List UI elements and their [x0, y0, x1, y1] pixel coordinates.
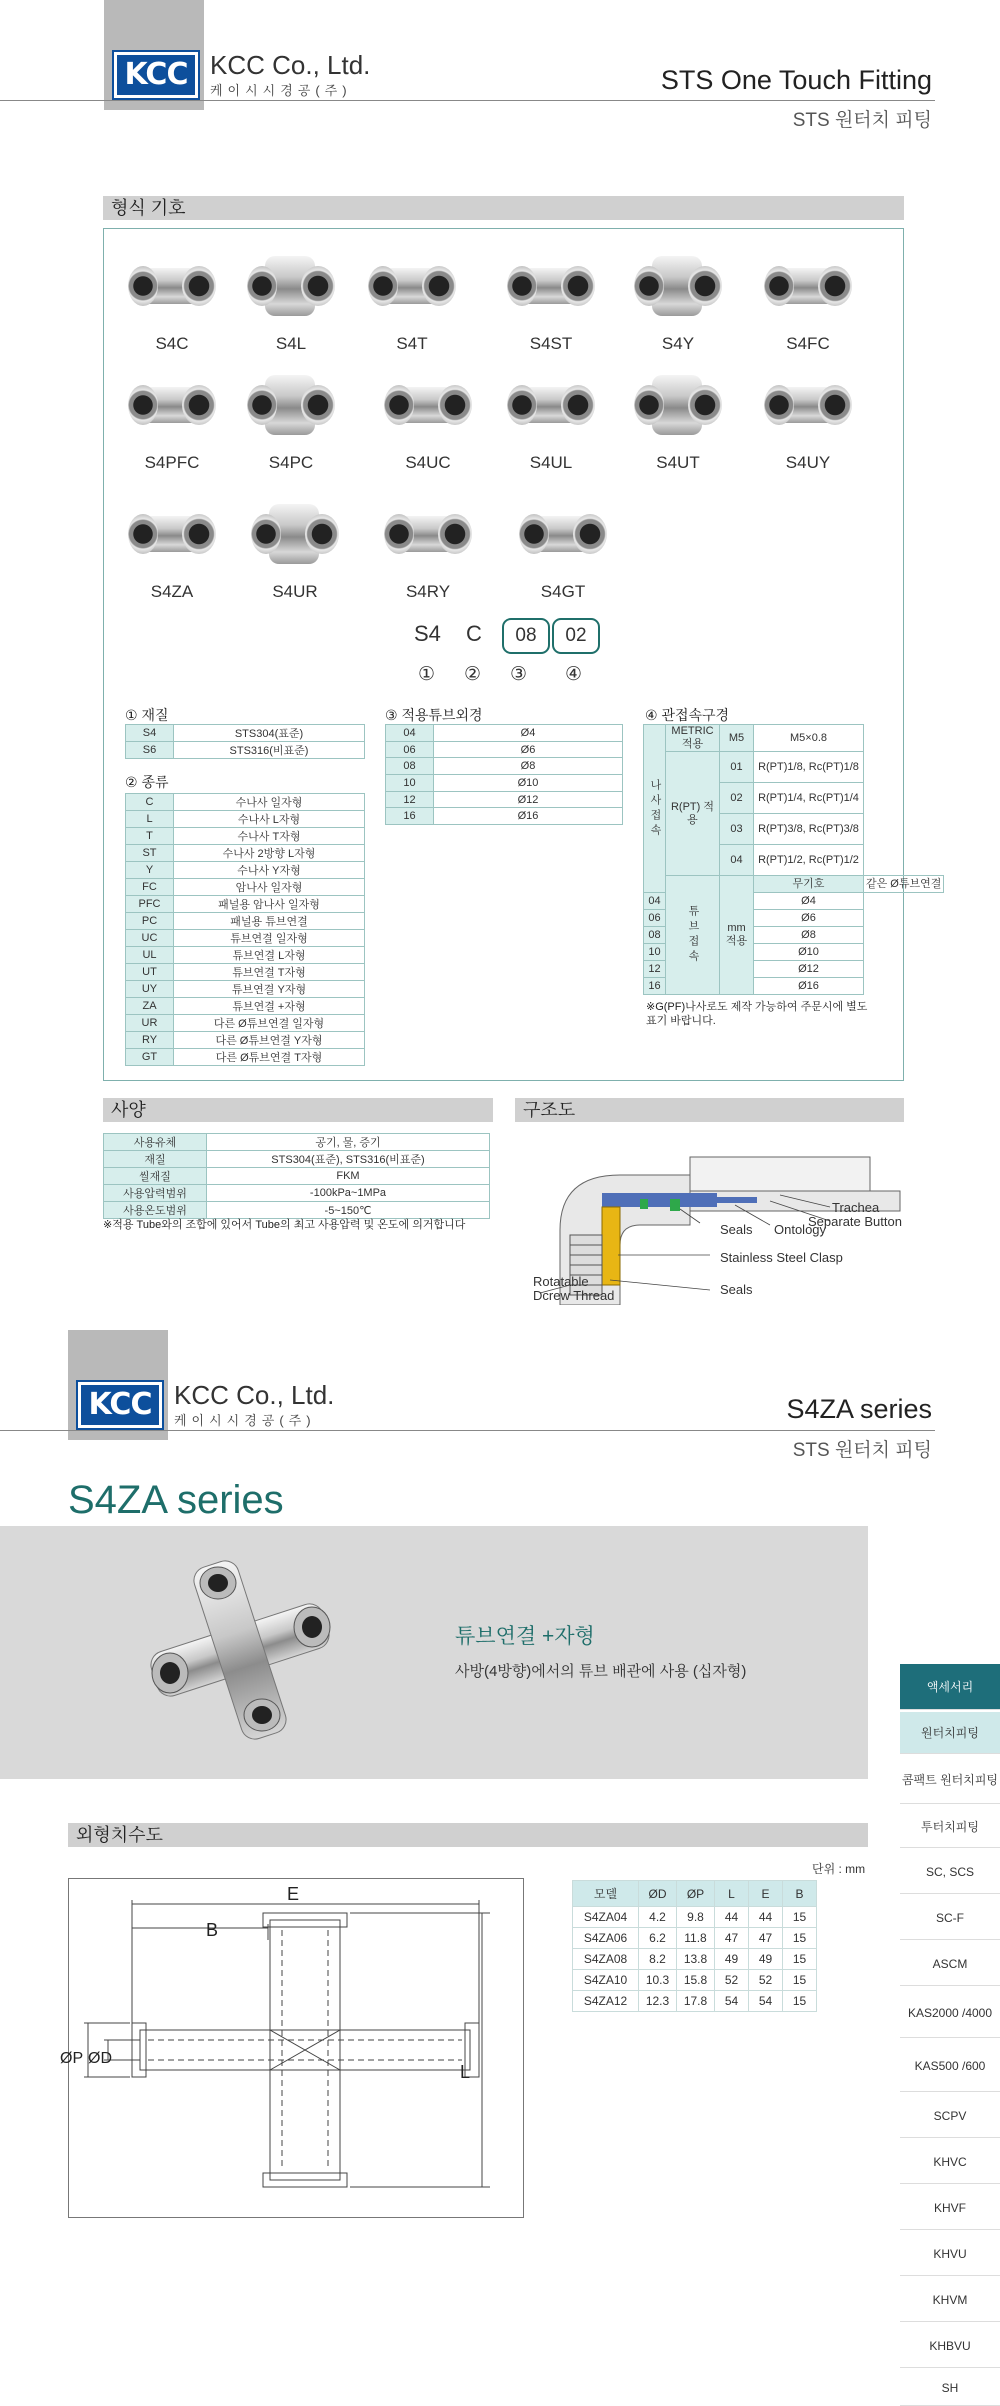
table-cell: 49 — [749, 1949, 783, 1970]
value-cell: Ø6 — [434, 741, 623, 758]
product-label: S4UL — [529, 453, 573, 472]
spec-row — [104, 1185, 490, 1202]
product-s4gt — [508, 494, 618, 602]
table-cell: 15 — [783, 1949, 817, 1970]
table-cell: 15 — [783, 1991, 817, 2012]
column-header: E — [749, 1881, 783, 1907]
table-cell: 15 — [783, 1970, 817, 1991]
code-cell: S4 — [126, 725, 174, 742]
sidebar-item[interactable]: KAS500 /600 — [900, 2040, 1000, 2092]
product-label: S4UY — [785, 453, 831, 472]
page-subtitle: STS 원터치 피팅 — [792, 110, 932, 131]
table-cell: 10.3 — [639, 1970, 677, 1991]
screw-label: 나사접속 — [644, 725, 666, 893]
code-cell: 16 — [386, 808, 434, 825]
page-title-2: S4ZA series — [786, 1394, 932, 1424]
product-s4ry — [373, 494, 483, 602]
value-cell: 튜브연결 일자형 — [174, 930, 365, 947]
table-cell: 54 — [749, 1991, 783, 2012]
product-label: S4Y — [661, 334, 695, 353]
kind-table — [125, 793, 365, 1066]
sidebar-item[interactable]: SC-F — [900, 1896, 1000, 1940]
product-s4ur — [240, 494, 350, 602]
tube-table — [385, 724, 623, 825]
product-s4l — [236, 246, 346, 354]
table-cell: 47 — [749, 1928, 783, 1949]
value-cell: 튜브연결 +자형 — [174, 998, 365, 1015]
product-s4y — [623, 246, 733, 354]
kind-row — [126, 794, 365, 811]
rpt-value: R(PT)3/8, Rc(PT)3/8 — [754, 814, 864, 845]
spec-row — [104, 1202, 490, 1219]
label-trachea: Trachea — [832, 1200, 880, 1215]
table-cell: S4ZA08 — [573, 1949, 639, 1970]
sidebar-item[interactable]: KHVU — [900, 2232, 1000, 2276]
product-s4c — [117, 246, 227, 354]
value-cell: 다른 Ø튜브연결 Y자형 — [174, 1032, 365, 1049]
code-s4: S4 — [414, 621, 441, 646]
kind-row — [126, 1049, 365, 1066]
product-label: S4ST — [529, 334, 573, 353]
product-s4fc — [753, 246, 863, 354]
series-title: S4ZA series — [68, 1478, 284, 1522]
sidebar-item[interactable]: 원터치피팅 — [900, 1712, 1000, 1754]
hero-description: 사방(4방향)에서의 튜브 배관에 사용 (십자형) — [455, 1663, 747, 1680]
kind-row — [126, 947, 365, 964]
code-cell: T — [126, 828, 174, 845]
product-label: S4ZA — [150, 582, 194, 601]
spec-table — [103, 1133, 490, 1219]
column-header: 모델 — [573, 1881, 639, 1907]
metric-label: METRIC 적용 — [666, 725, 720, 752]
tube-conn-label: 튜브접속 — [666, 876, 720, 995]
product-s4uy — [753, 365, 863, 473]
connection-title: ④ 관접속구경 — [645, 707, 730, 723]
sidebar-item[interactable]: KHVC — [900, 2140, 1000, 2184]
table-cell: 52 — [749, 1970, 783, 1991]
section-bar-spec: 사양 — [103, 1098, 493, 1122]
code-cell: PFC — [126, 896, 174, 913]
label-clasp: Stainless Steel Clasp — [720, 1250, 843, 1265]
product-s4pc — [236, 365, 346, 473]
mm-code: 04 — [644, 893, 666, 910]
connection-table — [643, 724, 944, 995]
product-image — [124, 494, 220, 576]
product-s4pfc — [117, 365, 227, 473]
code-cell: L — [126, 811, 174, 828]
value-cell: 암나사 일자형 — [174, 879, 365, 896]
column-header: ØP — [677, 1881, 715, 1907]
value-cell: Ø4 — [434, 725, 623, 742]
value-cell: STS304(표준) — [174, 725, 365, 742]
code-cell: C — [126, 794, 174, 811]
dim-label-l: L — [460, 2062, 471, 2082]
value-cell: Ø12 — [434, 791, 623, 808]
none-value: 같은 Ø튜브연결 — [864, 876, 944, 893]
table-cell: 8.2 — [639, 1949, 677, 1970]
sidebar-item[interactable]: KHVM — [900, 2278, 1000, 2322]
product-s4st — [496, 246, 606, 354]
page-subtitle-2: STS 원터치 피팅 — [792, 1440, 932, 1461]
mm-code: 16 — [644, 978, 666, 995]
product-image — [380, 365, 476, 447]
sidebar-item[interactable]: SH — [900, 2370, 1000, 2406]
product-label: S4C — [155, 334, 189, 353]
spec-value: STS304(표준), STS316(비표준) — [207, 1151, 490, 1168]
spec-key: 사용유체 — [104, 1134, 207, 1151]
product-s4uc — [373, 365, 483, 473]
table-cell: 44 — [749, 1907, 783, 1928]
product-label: S4PC — [268, 453, 314, 472]
sidebar-item[interactable]: SC, SCS — [900, 1850, 1000, 1894]
sidebar-item[interactable]: ASCM — [900, 1942, 1000, 1986]
label-separate-button: Separate Button — [808, 1214, 902, 1229]
label-ontology: Ontology — [774, 1222, 827, 1237]
code-conn-box: 02 — [552, 618, 600, 654]
product-label: S4UT — [656, 453, 700, 472]
table-cell: 9.8 — [677, 1907, 715, 1928]
product-label: S4T — [396, 334, 428, 353]
product-image — [364, 246, 460, 328]
spec-row — [104, 1134, 490, 1151]
mm-value: Ø10 — [754, 944, 864, 961]
kind-row — [126, 862, 365, 879]
material-title: ① 재질 — [125, 707, 169, 723]
sidebar-item[interactable]: KHBVU — [900, 2324, 1000, 2368]
label-seals-1: Seals — [720, 1222, 753, 1237]
tube-row — [386, 775, 623, 792]
table-cell: 15 — [783, 1907, 817, 1928]
product-s4ul — [496, 365, 606, 473]
spec-row — [104, 1168, 490, 1185]
table-cell: S4ZA12 — [573, 1991, 639, 2012]
product-label: S4PFC — [144, 453, 200, 472]
company-name-kr-2: 케이시시경공(주) — [174, 1413, 316, 1428]
column-header: B — [783, 1881, 817, 1907]
rpt-code: 04 — [720, 845, 754, 876]
tube-title: ③ 적용튜브외경 — [385, 707, 483, 723]
rpt-code: 02 — [720, 783, 754, 814]
kind-row — [126, 981, 365, 998]
spec-value: 공기, 물, 증기 — [207, 1134, 490, 1151]
code-cell: Y — [126, 862, 174, 879]
sidebar-item[interactable]: 투터치피팅 — [900, 1806, 1000, 1848]
column-header: ØD — [639, 1881, 677, 1907]
mm-value: Ø16 — [754, 978, 864, 995]
code-cell: 12 — [386, 791, 434, 808]
dim-label-e: E — [287, 1884, 300, 1904]
spec-key: 재질 — [104, 1151, 207, 1168]
value-cell: 수나사 2방향 L자형 — [174, 845, 365, 862]
code-tube-box: 08 — [502, 618, 550, 654]
table-cell: S4ZA10 — [573, 1970, 639, 1991]
spec-key: 사용온도범위 — [104, 1202, 207, 1219]
code-cell: UL — [126, 947, 174, 964]
kind-row — [126, 1032, 365, 1049]
spec-key: 씰재질 — [104, 1168, 207, 1185]
product-s4ut — [623, 365, 733, 473]
rpt-value: R(PT)1/2, Rc(PT)1/2 — [754, 845, 864, 876]
company-name-2: KCC Co., Ltd. — [174, 1380, 335, 1410]
product-image — [760, 365, 856, 447]
header2-rule — [0, 1430, 935, 1431]
m5-value: M5×0.8 — [754, 725, 864, 752]
code-cell: S6 — [126, 742, 174, 759]
mm-value: Ø6 — [754, 910, 864, 927]
kcc-logo: KCC — [114, 52, 198, 98]
kind-row — [126, 913, 365, 930]
product-image — [124, 365, 220, 447]
kind-row — [126, 879, 365, 896]
label-seals-2: Seals — [720, 1282, 753, 1297]
dimension-drawing — [70, 1880, 520, 2216]
sidebar-item[interactable]: KAS2000 /4000 — [900, 1988, 1000, 2038]
label-rotatable: Rotatable — [533, 1274, 589, 1289]
product-label: S4GT — [540, 582, 586, 601]
material-row — [126, 725, 365, 742]
none-code: 무기호 — [754, 876, 864, 893]
product-image — [515, 494, 611, 576]
table-cell: S4ZA04 — [573, 1907, 639, 1928]
value-cell: 패널용 암나사 일자형 — [174, 896, 365, 913]
unit-label: 단위 : mm — [812, 1862, 866, 1876]
column-header: L — [715, 1881, 749, 1907]
value-cell: Ø8 — [434, 758, 623, 775]
page-title: STS One Touch Fitting — [660, 65, 932, 95]
rpt-label: R(PT) 적용 — [666, 752, 720, 876]
table-row — [573, 1949, 817, 1970]
product-image — [630, 246, 726, 328]
value-cell: 패널용 튜브연결 — [174, 913, 365, 930]
product-label: S4UR — [272, 582, 318, 601]
mm-code: 12 — [644, 961, 666, 978]
value-cell: 튜브연결 L자형 — [174, 947, 365, 964]
mm-label: mm 적용 — [720, 876, 754, 995]
table-cell: 49 — [715, 1949, 749, 1970]
product-image — [630, 365, 726, 447]
table-cell: 17.8 — [677, 1991, 715, 2012]
product-s4t — [357, 246, 467, 354]
code-cell: FC — [126, 879, 174, 896]
code-cell: 08 — [386, 758, 434, 775]
table-cell: 44 — [715, 1907, 749, 1928]
m5-code: M5 — [720, 725, 754, 752]
kind-row — [126, 828, 365, 845]
product-image — [124, 246, 220, 328]
header-rule — [0, 100, 935, 101]
value-cell: Ø16 — [434, 808, 623, 825]
section-bar-structure: 구조도 — [515, 1098, 904, 1122]
material-table — [125, 724, 365, 759]
product-label: S4RY — [405, 582, 451, 601]
kind-row — [126, 964, 365, 981]
tube-row — [386, 741, 623, 758]
connection-note: ※G(PF)나사로도 제작 가능하여 주문시에 별도 표기 바랍니다. — [646, 1001, 868, 1027]
product-label: S4FC — [786, 334, 830, 353]
dim-label-p: ØP — [60, 2050, 84, 2067]
spec-row — [104, 1151, 490, 1168]
value-cell: 튜브연결 Y자형 — [174, 981, 365, 998]
hero-title: 튜브연결 +자형 — [455, 1625, 595, 1648]
value-cell: STS316(비표준) — [174, 742, 365, 759]
table-cell: 12.3 — [639, 1991, 677, 2012]
table-row — [573, 1991, 817, 2012]
spec-note: ※적용 Tube와의 조합에 있어서 Tube의 최고 사용압력 및 온도에 의거합니다 — [103, 1219, 466, 1231]
material-row — [126, 742, 365, 759]
product-image — [503, 246, 599, 328]
rpt-code: 01 — [720, 752, 754, 783]
kind-title: ② 종류 — [125, 774, 169, 790]
table-cell: 15.8 — [677, 1970, 715, 1991]
code-cell: PC — [126, 913, 174, 930]
company-name: KCC Co., Ltd. — [210, 50, 371, 80]
code-cell: UT — [126, 964, 174, 981]
table-cell: 13.8 — [677, 1949, 715, 1970]
table-cell: S4ZA06 — [573, 1928, 639, 1949]
code-cell: 06 — [386, 741, 434, 758]
kind-row — [126, 998, 365, 1015]
code-cell: UR — [126, 1015, 174, 1032]
product-label: S4UC — [405, 453, 451, 472]
table-header-row — [573, 1881, 817, 1907]
sidebar-item[interactable]: SCPV — [900, 2094, 1000, 2138]
value-cell: 튜브연결 T자형 — [174, 964, 365, 981]
tube-row — [386, 791, 623, 808]
product-image — [243, 246, 339, 328]
tube-row — [386, 808, 623, 825]
code-cell: 04 — [386, 725, 434, 742]
dim-label-b: B — [206, 1920, 219, 1940]
code-cell: GT — [126, 1049, 174, 1066]
spec-key: 사용압력범위 — [104, 1185, 207, 1202]
header2-logo-box — [68, 1330, 168, 1440]
mm-code: 08 — [644, 927, 666, 944]
value-cell: 수나사 T자형 — [174, 828, 365, 845]
value-cell: 수나사 L자형 — [174, 811, 365, 828]
code-cell: ZA — [126, 998, 174, 1015]
table-row — [573, 1928, 817, 1949]
table-cell: 52 — [715, 1970, 749, 1991]
mm-code: 06 — [644, 910, 666, 927]
kind-row — [126, 896, 365, 913]
value-cell: 다른 Ø튜브연결 T자형 — [174, 1049, 365, 1066]
table-cell: 6.2 — [639, 1928, 677, 1949]
code-cell: 10 — [386, 775, 434, 792]
spec-value: -100kPa~1MPa — [207, 1185, 490, 1202]
value-cell: 다른 Ø튜브연결 일자형 — [174, 1015, 365, 1032]
code-cell: RY — [126, 1032, 174, 1049]
tube-row — [386, 758, 623, 775]
table-cell: 54 — [715, 1991, 749, 2012]
sidebar-item[interactable]: 액세서리 — [900, 1664, 1000, 1710]
mm-value: Ø4 — [754, 893, 864, 910]
rpt-value: R(PT)1/8, Rc(PT)1/8 — [754, 752, 864, 783]
value-cell: 수나사 Y자형 — [174, 862, 365, 879]
rpt-code: 03 — [720, 814, 754, 845]
kind-row — [126, 930, 365, 947]
value-cell: Ø10 — [434, 775, 623, 792]
spec-value: -5~150℃ — [207, 1202, 490, 1219]
section-bar-types: 형식 기호 — [103, 196, 904, 220]
product-s4za — [117, 494, 227, 602]
mm-value: Ø8 — [754, 927, 864, 944]
product-image — [380, 494, 476, 576]
section-bar-dims: 외형치수도 — [68, 1823, 868, 1847]
sidebar-item[interactable]: KHVF — [900, 2186, 1000, 2230]
rpt-value: R(PT)1/4, Rc(PT)1/4 — [754, 783, 864, 814]
code-c: C — [466, 621, 482, 646]
mm-value: Ø12 — [754, 961, 864, 978]
mm-code: 10 — [644, 944, 666, 961]
code-marker-3: ③ — [510, 664, 528, 685]
model-dimension-table — [572, 1880, 817, 2012]
sidebar-item[interactable]: 콤팩트 원터치피팅 — [900, 1756, 1000, 1804]
table-row — [573, 1907, 817, 1928]
spec-value: FKM — [207, 1168, 490, 1185]
code-cell: UC — [126, 930, 174, 947]
tube-row — [386, 725, 623, 742]
product-image — [503, 365, 599, 447]
header-logo-box — [104, 0, 204, 110]
code-marker-1: ① — [418, 664, 436, 685]
product-image — [247, 494, 343, 576]
code-marker-4: ④ — [565, 664, 583, 685]
table-row — [573, 1970, 817, 1991]
dim-label-d: ØD — [88, 2050, 112, 2067]
table-cell: 4.2 — [639, 1907, 677, 1928]
table-cell: 11.8 — [677, 1928, 715, 1949]
s4za-product-image — [130, 1555, 350, 1745]
product-label: S4L — [275, 334, 307, 353]
kind-row — [126, 811, 365, 828]
code-cell: UY — [126, 981, 174, 998]
code-marker-2: ② — [464, 664, 482, 685]
label-screw-thread: Dcrew Thread — [533, 1288, 615, 1303]
company-name-kr: 케이시시경공(주) — [210, 83, 352, 98]
kind-row — [126, 1015, 365, 1032]
product-image — [243, 365, 339, 447]
kcc-logo-2: KCC — [78, 1382, 162, 1428]
code-cell: ST — [126, 845, 174, 862]
product-image — [760, 246, 856, 328]
table-cell: 47 — [715, 1928, 749, 1949]
value-cell: 수나사 일자형 — [174, 794, 365, 811]
kind-row — [126, 845, 365, 862]
table-cell: 15 — [783, 1928, 817, 1949]
